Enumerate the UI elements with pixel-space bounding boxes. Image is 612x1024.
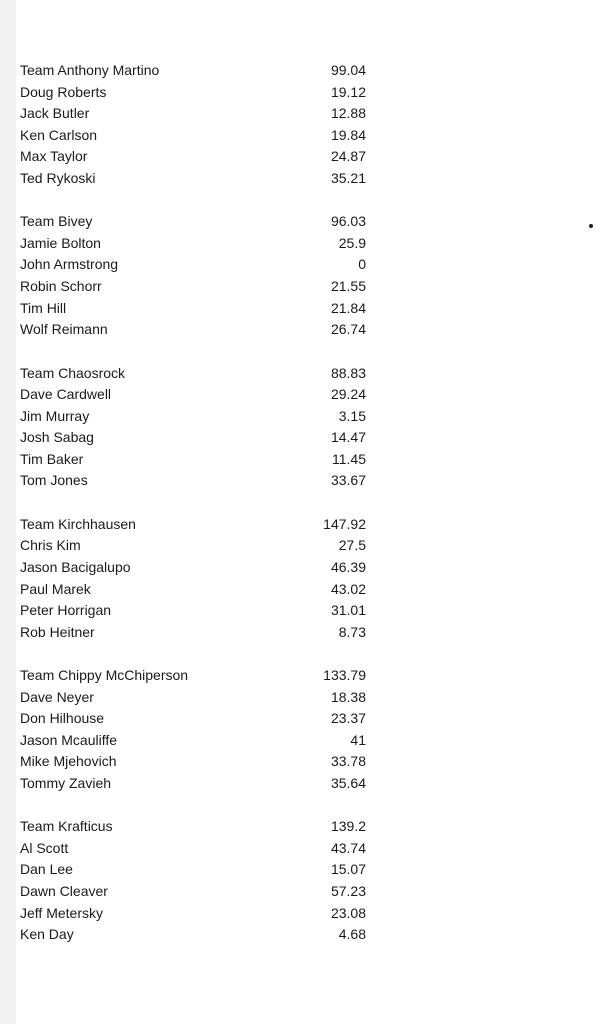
player-row	[20, 384, 370, 406]
player-score: 57.23	[330, 883, 366, 900]
team-total: 99.04	[330, 62, 366, 78]
player-score: 33.67	[330, 472, 366, 489]
player-row	[20, 751, 370, 773]
player-name: Josh Sabag	[20, 429, 94, 446]
player-row	[20, 146, 370, 168]
player-name: Paul Marek	[20, 580, 91, 597]
player-row	[20, 298, 370, 320]
player-name: Tim Hill	[20, 299, 67, 316]
player-score: 43.74	[330, 839, 366, 856]
player-row	[20, 622, 370, 644]
player-score: 31.01	[330, 602, 366, 619]
player-name: John Armstrong	[20, 256, 119, 273]
player-row	[20, 687, 370, 709]
team-name: Team Bivey	[20, 213, 93, 230]
player-score: 8.73	[338, 623, 366, 640]
team-total: 88.83	[330, 364, 366, 381]
player-name: Tim Baker	[20, 450, 84, 467]
player-row	[20, 276, 370, 298]
team-total: 147.92	[323, 515, 366, 532]
player-score: 23.37	[330, 710, 366, 727]
player-name: Dan Lee	[20, 861, 73, 878]
player-score: 35.21	[330, 169, 366, 186]
player-row	[20, 233, 370, 255]
team-total: 133.79	[323, 667, 366, 683]
player-name: Jeff Metersky	[20, 904, 103, 921]
player-row	[20, 773, 370, 795]
player-row	[20, 470, 370, 492]
team-block	[20, 816, 370, 946]
player-name: Rob Heitner	[20, 623, 95, 640]
stray-dot-mark	[589, 224, 593, 228]
team-name: Team Kirchhausen	[20, 515, 136, 532]
player-score: 19.12	[330, 83, 366, 100]
player-score: 26.74	[330, 321, 366, 338]
player-name: Ken Carlson	[20, 126, 98, 143]
team-header-row	[20, 60, 370, 82]
player-score: 35.64	[330, 774, 366, 791]
player-row	[20, 449, 370, 471]
player-score: 41	[350, 731, 366, 748]
player-row	[20, 708, 370, 730]
player-name: Tom Jones	[20, 472, 88, 489]
player-row	[20, 125, 370, 147]
player-score: 23.08	[330, 904, 366, 921]
player-row	[20, 838, 370, 860]
player-row	[20, 579, 370, 601]
team-name: Team Chaosrock	[20, 364, 126, 381]
player-row	[20, 600, 370, 622]
team-name: Team Anthony Martino	[20, 62, 160, 78]
player-name: Robin Schorr	[20, 278, 102, 295]
team-block	[20, 363, 370, 493]
team-name: Team Chippy McChiperson	[20, 667, 189, 683]
player-score: 43.02	[330, 580, 366, 597]
player-name: Jim Murray	[20, 407, 90, 424]
team-block	[20, 211, 370, 341]
player-name: Jason Mcauliffe	[20, 731, 118, 748]
team-header-row	[20, 211, 370, 233]
player-row	[20, 168, 370, 190]
team-total: 139.2	[330, 818, 366, 835]
team-header-row	[20, 514, 370, 536]
player-score: 11.45	[332, 450, 366, 467]
player-name: Jason Bacigalupo	[20, 558, 131, 575]
team-total: 96.03	[330, 213, 366, 230]
team-block	[20, 665, 370, 795]
team-header-row	[20, 816, 370, 838]
player-row	[20, 903, 370, 925]
player-name: Dave Neyer	[20, 688, 94, 705]
player-score: 18.38	[330, 688, 366, 705]
player-name: Jamie Bolton	[20, 234, 101, 251]
player-row	[20, 730, 370, 752]
player-score: 19.84	[330, 126, 366, 143]
player-row	[20, 557, 370, 579]
player-score: 27.5	[338, 537, 366, 554]
player-row	[20, 103, 370, 125]
player-name: Dave Cardwell	[20, 386, 112, 403]
player-score: 46.39	[330, 558, 366, 575]
team-block	[20, 60, 370, 190]
player-name: Doug Roberts	[20, 83, 107, 100]
player-name: Max Taylor	[20, 148, 88, 165]
player-row	[20, 406, 370, 428]
player-row	[20, 535, 370, 557]
player-score: 0	[358, 256, 366, 273]
team-block	[20, 514, 370, 644]
team-header-row	[20, 665, 370, 687]
player-score: 21.84	[330, 299, 366, 316]
player-name: Wolf Reimann	[20, 321, 108, 338]
player-score: 15.07	[330, 861, 366, 878]
player-score: 12.88	[330, 105, 366, 122]
player-score: 14.47	[330, 429, 366, 446]
player-score: 29.24	[330, 386, 366, 403]
player-name: Peter Horrigan	[20, 602, 112, 619]
player-name: Chris Kim	[20, 537, 81, 554]
player-row	[20, 254, 370, 276]
player-row	[20, 881, 370, 903]
player-name: Al Scott	[20, 839, 69, 856]
player-row	[20, 82, 370, 104]
player-score: 4.68	[338, 926, 366, 943]
player-score: 21.55	[330, 278, 366, 295]
player-name: Ken Day	[20, 926, 74, 943]
player-score: 24.87	[330, 148, 366, 165]
player-name: Ted Rykoski	[20, 169, 96, 186]
player-name: Don Hilhouse	[20, 710, 105, 727]
player-row	[20, 924, 370, 946]
player-row	[20, 427, 370, 449]
player-name: Mike Mjehovich	[20, 753, 117, 770]
team-header-row	[20, 363, 370, 385]
player-score: 33.78	[330, 753, 366, 770]
score-document	[20, 60, 370, 968]
team-name: Team Krafticus	[20, 818, 113, 835]
player-name: Dawn Cleaver	[20, 883, 108, 900]
player-score: 25.9	[338, 234, 366, 251]
player-name: Tommy Zavieh	[20, 774, 112, 791]
player-score: 3.15	[338, 407, 366, 424]
player-row	[20, 319, 370, 341]
player-row	[20, 859, 370, 881]
player-name: Jack Butler	[20, 105, 90, 122]
page-margin-strip	[0, 0, 16, 1024]
